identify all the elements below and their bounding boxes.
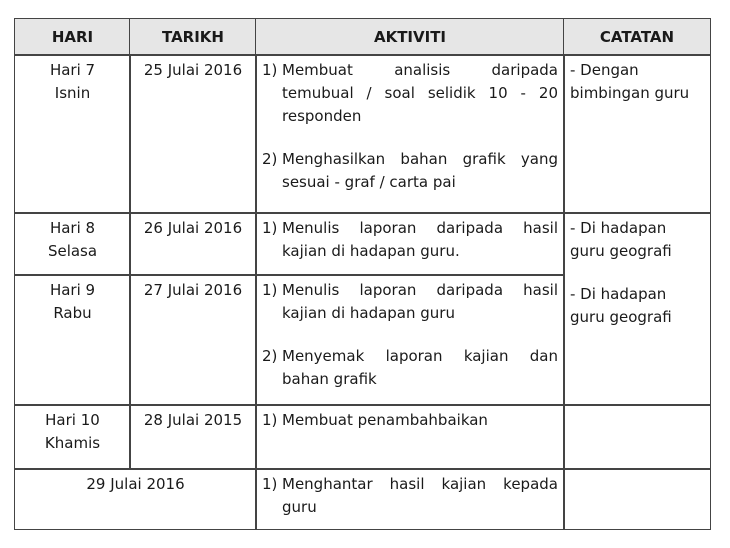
row4-note-cell bbox=[563, 404, 711, 470]
row3-note: - Di hadapan guru geografi bbox=[570, 285, 672, 326]
row1-date-cell bbox=[129, 54, 257, 214]
activity-text: Membuat penambahbaikan bbox=[282, 411, 488, 429]
activity-number: 1) bbox=[262, 61, 278, 79]
row5-activity-cell bbox=[255, 468, 565, 530]
header-activity-label: AKTIVITI bbox=[373, 28, 447, 46]
row2-activity-1 bbox=[262, 217, 558, 263]
row1-day: Hari 7 bbox=[49, 61, 96, 79]
row5-merged-date-cell bbox=[14, 468, 257, 530]
row2-day: Hari 8 bbox=[49, 219, 96, 237]
row4-day: Hari 10 bbox=[45, 411, 100, 429]
header-note-label: CATATAN bbox=[599, 28, 675, 46]
row1-weekday: Isnin bbox=[54, 84, 91, 102]
row1-day-cell bbox=[14, 54, 131, 214]
row4-activity-cell bbox=[255, 404, 565, 470]
activity-text: Menghantar hasil kajian kepada guru bbox=[282, 475, 558, 516]
header-activity bbox=[255, 18, 565, 56]
row1-activity-2 bbox=[262, 148, 558, 194]
row4-date-cell bbox=[129, 404, 257, 470]
activity-number: 1) bbox=[262, 411, 278, 429]
row3-activity-2 bbox=[262, 345, 558, 391]
row2-date-cell bbox=[129, 212, 257, 276]
row2-activity-cell bbox=[255, 212, 565, 276]
activity-number: 2) bbox=[262, 150, 278, 168]
row3-day: Hari 9 bbox=[49, 281, 96, 299]
row3-day-cell bbox=[14, 274, 131, 406]
activity-text: Menghasilkan bahan grafik yang sesuai - graf / carta pai bbox=[282, 150, 558, 191]
row1-note-cell bbox=[563, 54, 711, 214]
row1-note: - Dengan bimbingan guru bbox=[570, 61, 690, 102]
row2-note: - Di hadapan guru geografi bbox=[570, 219, 672, 260]
row5-date: 29 Julai 2016 bbox=[86, 475, 185, 493]
activity-text: Menyemak laporan kajian dan bahan grafik bbox=[282, 347, 558, 388]
activity-number: 2) bbox=[262, 347, 278, 365]
row4-day-cell bbox=[14, 404, 131, 470]
activity-text: Menulis laporan daripada hasil kajian di hadapan guru. bbox=[282, 219, 558, 260]
row4-weekday: Khamis bbox=[44, 434, 101, 452]
row1-activity-1 bbox=[262, 59, 558, 128]
row3-date-cell bbox=[129, 274, 257, 406]
header-day-label: HARI bbox=[51, 28, 94, 46]
row2-3-note-cell bbox=[563, 212, 711, 406]
activity-text: Membuat analisis daripada temubual / soal selidik 10 - 20 responden bbox=[282, 61, 558, 125]
row4-activity-1 bbox=[262, 409, 558, 432]
row2-day-cell bbox=[14, 212, 131, 276]
row5-note-cell bbox=[563, 468, 711, 530]
row1-activity-cell bbox=[255, 54, 565, 214]
row3-activity-cell bbox=[255, 274, 565, 406]
activity-number: 1) bbox=[262, 475, 278, 493]
row3-activity-1 bbox=[262, 279, 558, 325]
activity-text: Menulis laporan daripada hasil kajian di hadapan guru bbox=[282, 281, 558, 322]
activity-number: 1) bbox=[262, 219, 278, 237]
header-day bbox=[14, 18, 131, 56]
row4-date: 28 Julai 2015 bbox=[143, 411, 243, 429]
activity-number: 1) bbox=[262, 281, 278, 299]
header-note bbox=[563, 18, 711, 56]
row2-date: 26 Julai 2016 bbox=[143, 219, 243, 237]
row5-activity-1 bbox=[262, 473, 558, 519]
row1-date: 25 Julai 2016 bbox=[143, 61, 243, 79]
header-date-label: TARIKH bbox=[162, 28, 224, 46]
schedule-table bbox=[14, 18, 711, 530]
row2-weekday: Selasa bbox=[47, 242, 98, 260]
row3-date: 27 Julai 2016 bbox=[143, 281, 243, 299]
header-date bbox=[129, 18, 257, 56]
row3-weekday: Rabu bbox=[53, 304, 92, 322]
